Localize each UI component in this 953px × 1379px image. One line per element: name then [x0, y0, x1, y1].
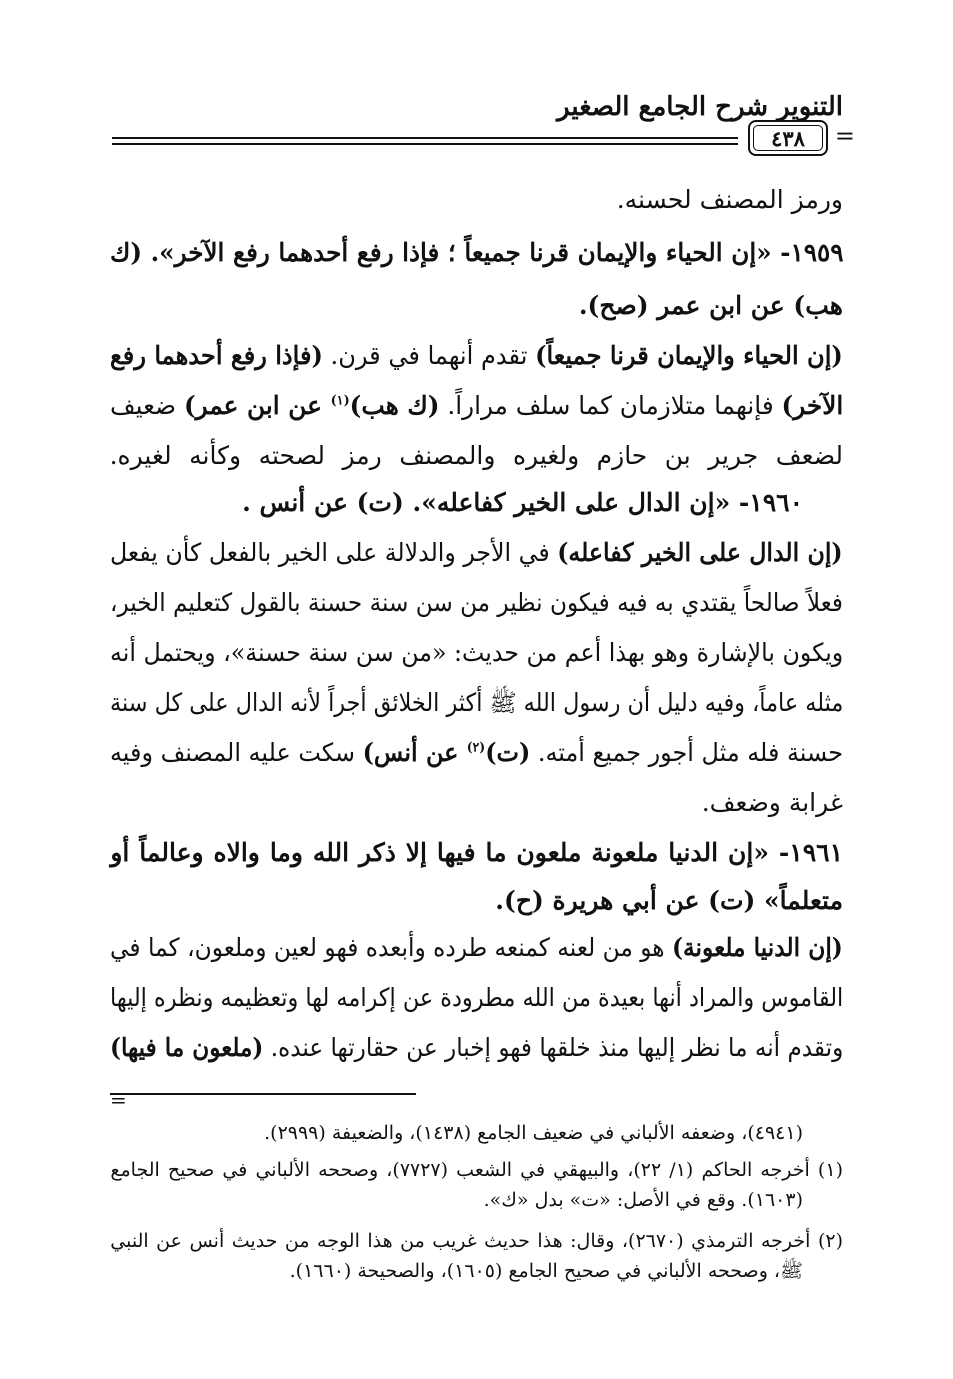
footnote-separator	[110, 1093, 416, 1095]
text-line: غرابة وضعف.	[701, 788, 843, 817]
footnote-line: (٢) أخرجه الترمذي (٢٦٧٠)، وقال: هذا حديث غريب من هذا الوجه من حديث أنس عن النبي	[110, 1230, 843, 1252]
header-ornament: =	[834, 122, 855, 150]
text-line: لضعف جرير بن حازم ولغيره والمصنف رمز لصحته وكأنه لغيره.	[109, 441, 843, 470]
footnote-line: ﷺ، وصححه الألباني في صحيح الجامع (١٦٠٥)، والصحيحة (١٦٦٠).	[289, 1260, 803, 1282]
text-line: (إن الحياء والإيمان قرنا جميعاً) تقدم أنهما في قرن. (فإذا رفع أحدهما رفع	[110, 341, 843, 370]
text-line: حسنة فله مثل أجور جميع أمته. (ت)$^{(٢)}$ عن أنس) سكت عليه المصنف وفيه	[109, 738, 843, 767]
text-line: مثله عاماً، وفيه دليل أن رسول الله ﷺ أكثر الخلائق أجراً لأنه الدال على كل سنة	[109, 688, 843, 717]
text-line: الآخر) فإنهما متلازمان كما سلف مراراً. (ك هب)$^{(١)}$ عن ابن عمر) ضعيف	[109, 391, 843, 420]
footnote-line: (١) أخرجه الحاكم (١/ ٢٢)، والبيهقي في الشعب (٧٧٢٧)، وصححه الألباني في صحيح الجامع	[110, 1159, 843, 1181]
text-line: القاموس والمراد أنها بعيدة من الله مطرودة عن إكرامه لها وتعظيمه ونظره إليها	[109, 983, 843, 1012]
text-line: متعلماً» (ت) عن أبي هريرة (ح).	[495, 886, 843, 915]
footnote-line: (٤٩٤١)، وضعفه الألباني في ضعيف الجامع (١٤٣٨)، والضعيفة (٢٩٩٩).	[264, 1122, 803, 1144]
text-line: وتقدم أنه ما نظر إليها منذ خلقها فهو إخبار عن حقارتها عنده. (ملعون ما فيها)	[109, 1033, 843, 1062]
header-rule	[112, 143, 738, 145]
text-line: فعلاً صالحاً يقتدي به فيه فيكون نظير من سن سنة حسنة بالقول كتعليم الخير،	[110, 588, 843, 617]
running-header-title: التنوير شرح الجامع الصغير	[557, 92, 843, 122]
footnote-line: (١٦٠٣). وقع في الأصل: «ت» بدل «ك».	[483, 1189, 803, 1211]
page-number-box	[748, 120, 828, 156]
footnote-ornament: =	[110, 1088, 127, 1112]
text-line: ويكون بالإشارة وهو بهذا أعم من حديث: «من سن سنة حسنة»، ويحتمل أنه	[109, 638, 843, 667]
text-line: هب) عن ابن عمر (صح).	[578, 291, 843, 320]
text-line: ١٩٦١- «إن الدنيا ملعونة ملعون ما فيها إلا ذكر الله وما والاه وعالماً أو	[110, 838, 843, 867]
text-line: (إن الدنيا ملعونة) هو من لعنه كمنعه طرده وأبعده فهو لعين وملعون، كما في	[110, 933, 843, 962]
text-line: ١٩٦٠- «إن الدال على الخير كفاعله». (ت) عن أنس .	[242, 488, 803, 517]
page-number: ٤٣٨	[771, 125, 805, 151]
text-line: ورمز المصنف لحسنه.	[616, 185, 843, 214]
text-line: ١٩٥٩- «إن الحياء والإيمان قرنا جميعاً ؛ فإذا رفع أحدهما رفع الآخر». (ك	[109, 238, 843, 267]
text-line: (إن الدال على الخير كفاعله) في الأجر والدلالة على الخير بالفعل كأن يفعل	[110, 538, 843, 567]
header-rule	[112, 137, 738, 139]
